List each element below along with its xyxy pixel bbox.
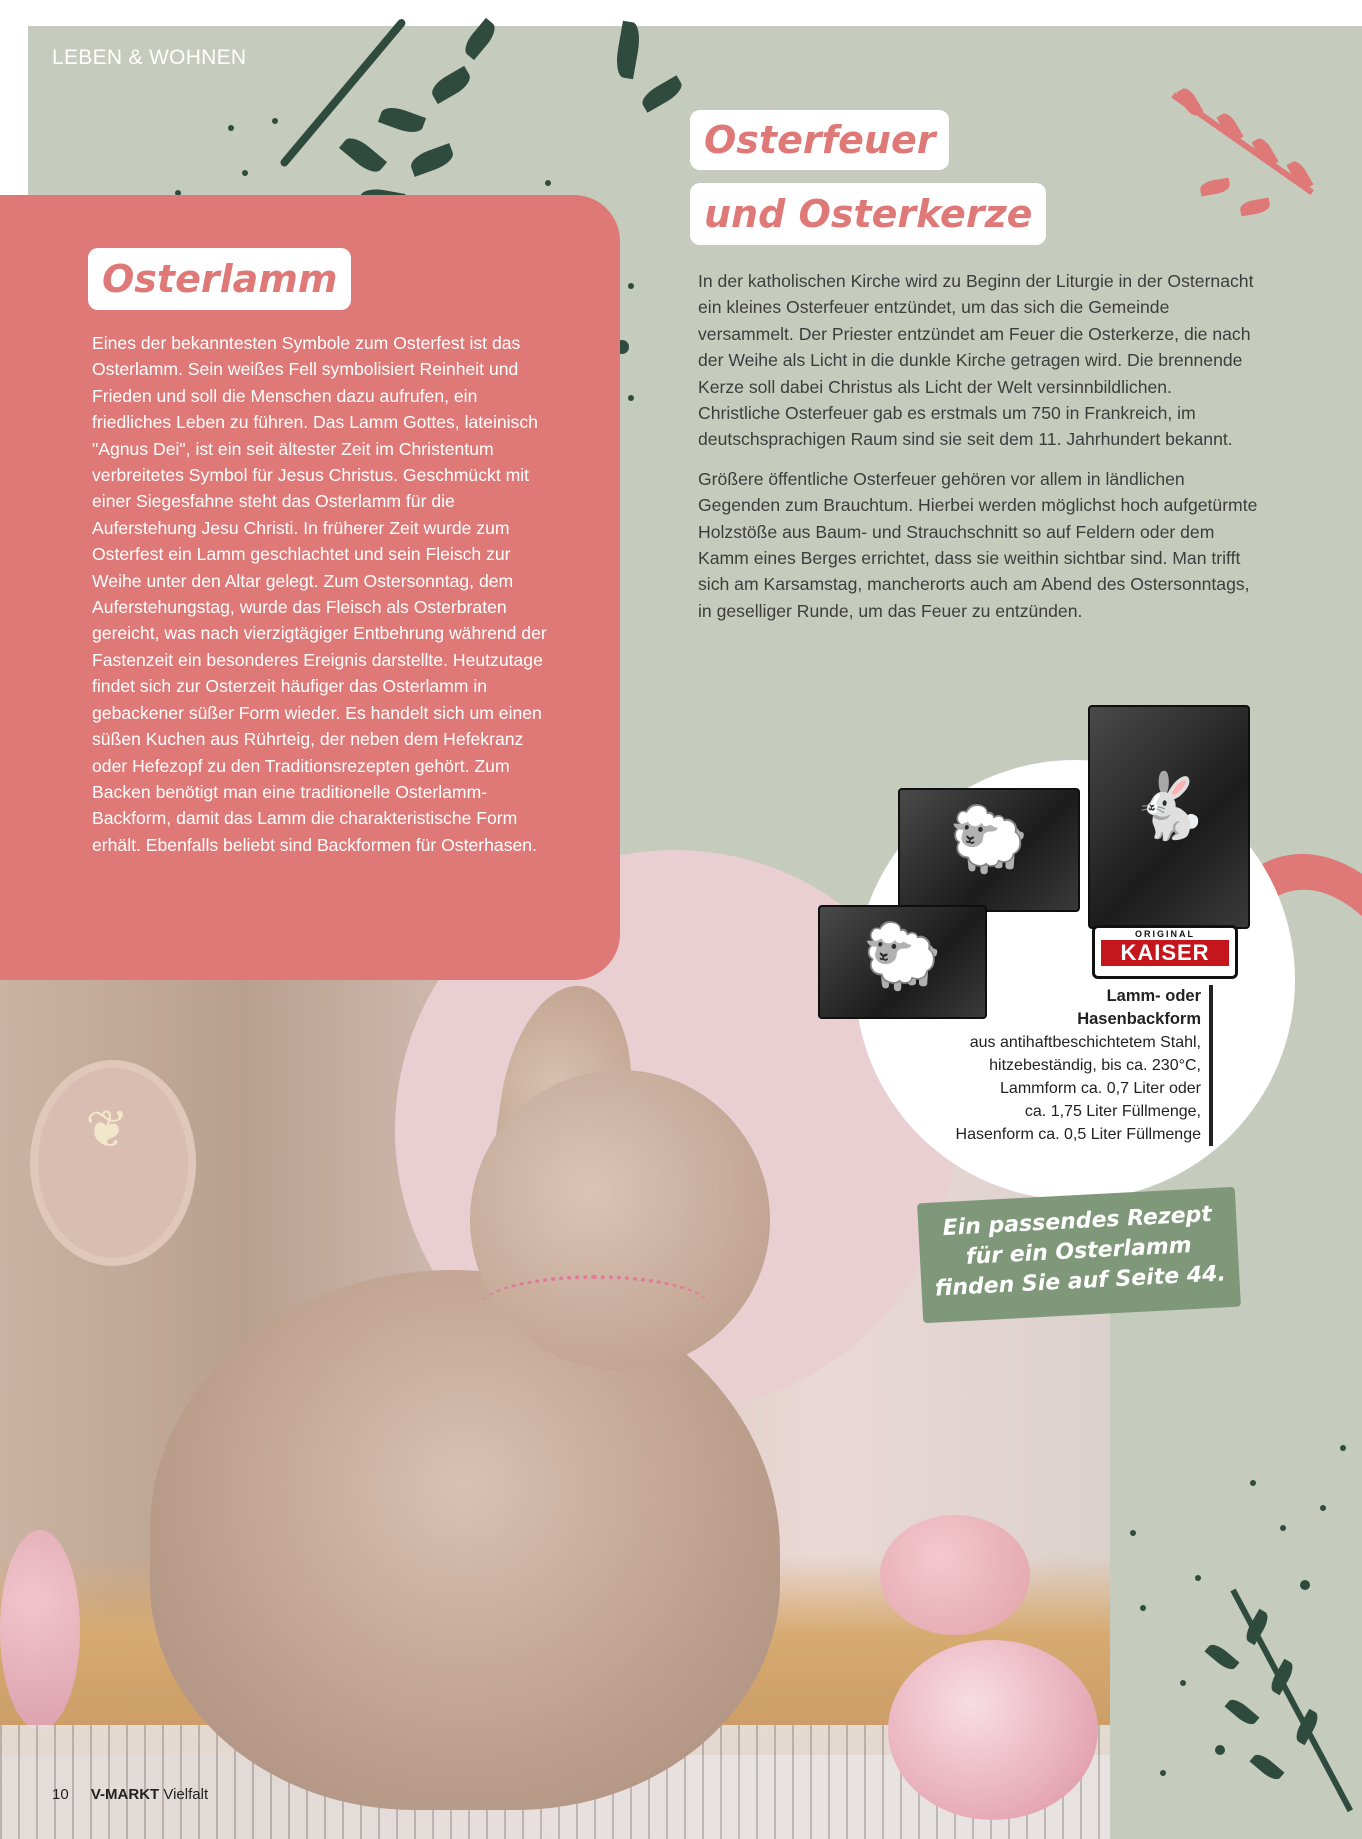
easter-egg: [880, 1515, 1030, 1635]
osterfeuer-title-line1: Osterfeuer: [690, 110, 949, 170]
recipe-note-line2: für ein Osterlamm: [965, 1233, 1193, 1270]
easter-egg: [0, 1530, 80, 1730]
osterfeuer-paragraph-1: In der katholischen Kirche wird zu Beginn der Liturgie in der Osternacht ein kleines Osterfeuer entzündet, um das sich die Gemeinde versammelt. Der Priester entzündet am Feuer die Osterkerze, die nach der Weihe als Licht in die dunkle Kirche getragen wird. Die brennende Kerze soll dabei Christus als Licht der Welt versinnbildlichen. Christliche Osterfeuer gab es erstmals um 750 in Frankreich, im deutschsprachigen Raum sind sie seit dem 11. Jahrhundert bekannt.: [698, 271, 1254, 450]
product-detail: aus antihaftbeschichtetem Stahl,: [969, 1034, 1201, 1051]
page-footer: [52, 1786, 208, 1803]
osterfeuer-article: [698, 268, 1258, 637]
product-detail: Lammform ca. 0,7 Liter oder: [1000, 1080, 1201, 1097]
baking-mold-photo: 🐑: [818, 905, 987, 1019]
footer-magazine: Vielfalt: [163, 1786, 209, 1803]
product-title: [905, 985, 1201, 1031]
osterfeuer-paragraph-2: Größere öffentliche Osterfeuer gehören vor allem in ländlichen Gegenden zum Brauchtum. Hierbei werden möglichst hoch aufgetürmte Holzstöße aus Baum- und Strauchschnitt so auf Feldern oder dem Kamm eines Berges errichtet, dass sie weithin sichtbar sind. Man trifft sich am Karsamstag, mancherorts auch am Abend des Ostersonntags, in geselliger Runde, um das Feuer zu entzünden.: [698, 468, 1258, 621]
butterfly-icon: ❦: [85, 1100, 129, 1160]
product-title-line1: Lamm- oder: [1106, 987, 1201, 1005]
footer-brand: V-MARKT: [90, 1786, 160, 1803]
product-info: [905, 985, 1213, 1146]
baking-mold-photo: 🐇: [1088, 705, 1250, 929]
osterlamm-text: Eines der bekanntesten Symbole zum Osterfest ist das Osterlamm. Sein weißes Fell symbolisiert Reinheit und Frieden und soll die Menschen dazu aufrufen, ein friedliches Leben zu führen. Das Lamm Gottes, lateinisch "Agnus Dei", ist ein seit ältester Zeit im Christentum verbreitetes Symbol für Jesus Christus. Geschmückt mit einer Siegesfahne steht das Osterlamm für die Auferstehung Jesu Christi. In früherer Zeit wurde zum Osterfest ein Lamm geschlachtet und sein Fleisch zur Weihe unter den Altar gelegt. Zum Ostersonntag, dem Auferstehungstag, wurde das Fleisch als Osterbraten gereicht, was nach vierzigtägiger Entbehrung während der Fastenzeit ein besonderes Ereignis darstellte. Heutzutage findet sich zur Osterzeit häufiger das Osterlamm in gebackener süßer Form wieder. Es handelt sich um einen süßen Kuchen aus Rührteig, der neben dem Hefekranz oder Hefezopf zu den Traditionsrezepten gehört. Zum Backen benötigt man eine traditionelle Osterlamm-Backform, damit das Lamm die charakteristische Form erhält. Ebenfalls beliebt sind Backformen für Osterhasen.: [92, 333, 547, 855]
section-label: LEBEN & WOHNEN: [52, 46, 247, 69]
osterfeuer-title-line2: und Osterkerze: [690, 183, 1046, 245]
product-detail: hitzebeständig, bis ca. 230°C,: [989, 1057, 1201, 1074]
kaiser-logo: [1092, 925, 1238, 979]
recipe-note-line3: finden Sie auf Seite 44.: [934, 1261, 1227, 1302]
wreath-decoration: [30, 1060, 196, 1266]
kaiser-logo-top: ORIGINAL: [1135, 929, 1195, 939]
twine-ribbon: [480, 1275, 710, 1339]
recipe-note: [917, 1187, 1241, 1323]
page-number: 10: [52, 1786, 69, 1803]
easter-egg: [888, 1640, 1098, 1820]
product-title-line2: Hasenbackform: [1077, 1010, 1201, 1028]
recipe-note-line1: Ein passendes Rezept: [942, 1202, 1213, 1242]
product-detail: ca. 1,75 Liter Füllmenge,: [1024, 1103, 1201, 1120]
product-detail: Hasenform ca. 0,5 Liter Füllmenge: [955, 1126, 1201, 1143]
osterlamm-title: Osterlamm: [88, 248, 351, 310]
kaiser-logo-name: KAISER: [1101, 940, 1229, 966]
baking-mold-photo: 🐑: [898, 788, 1080, 912]
